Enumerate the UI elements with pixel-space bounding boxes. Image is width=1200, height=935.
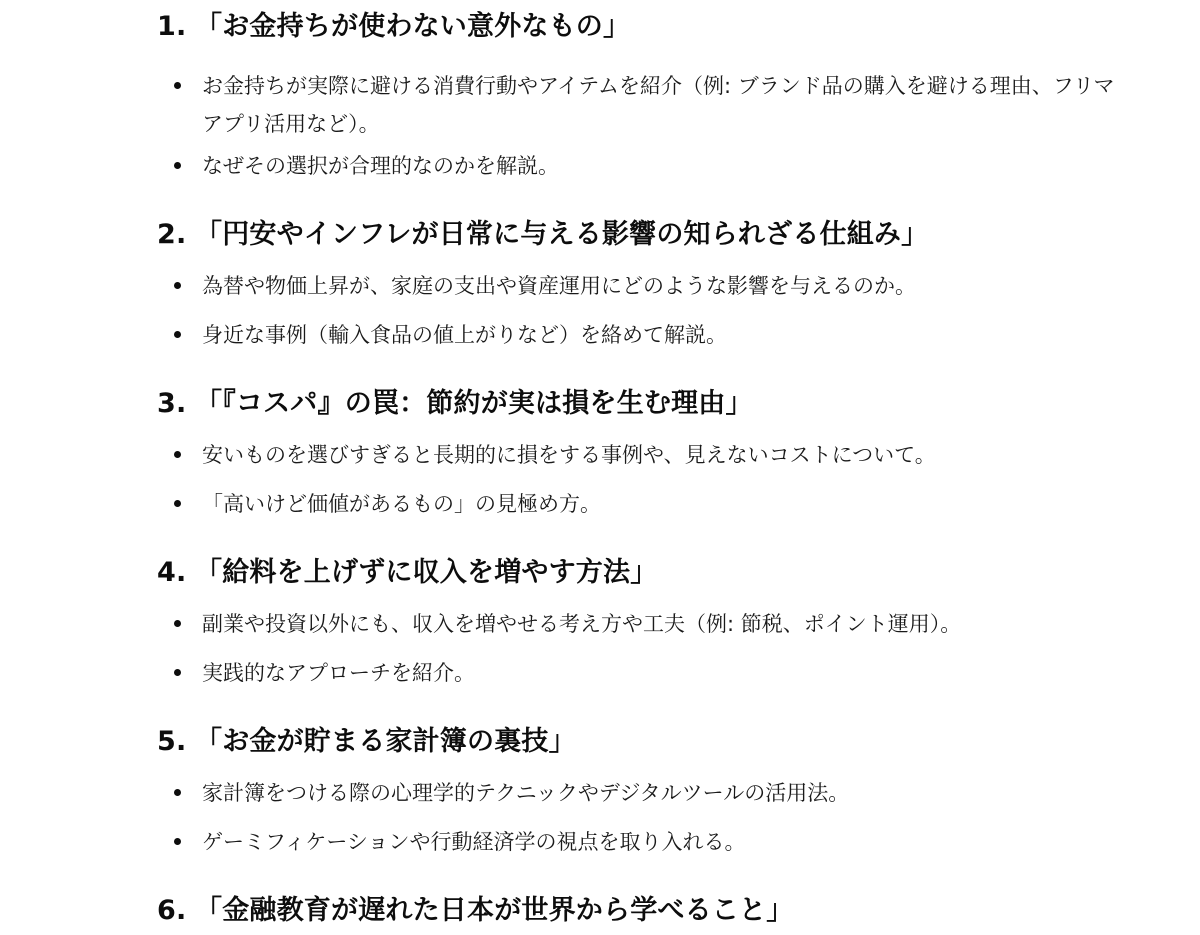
list-item-text: なぜその選択が合理的なのかを解説。 [202,154,559,178]
bullet-dot-icon [174,500,181,507]
bullet-dot-icon [174,620,181,627]
section-title: 「円安やインフレが日常に与える影響の知られざる仕組み」 [195,219,929,250]
section-heading [157,384,753,424]
bullet-dot-icon [174,838,181,845]
section-number: 6. [157,895,187,926]
section-title: 「金融教育が遅れた日本が世界から学べること」 [195,895,794,926]
section-title: 「お金持ちが使わない意外なもの」 [195,11,631,42]
bullet-dot-icon [174,789,181,796]
list-item-text: 「高いけど価値があるもの」の見極め方。 [202,492,601,516]
section-heading [157,7,630,47]
list-item-text: 実践的なアプローチを紹介。 [202,661,475,685]
section-title: 「お金が貯まる家計簿の裏技」 [195,726,576,757]
section-heading [157,215,928,255]
section-number: 4. [157,557,187,588]
list-item-text: お金持ちが実際に避ける消費行動やアイテムを紹介（例: ブランド品の購入を避ける理由、フリマアプリ活用など）。 [202,74,1115,136]
section-heading [157,891,793,931]
section-heading [157,553,657,593]
section-number: 3. [157,388,187,419]
list-item-text: 副業や投資以外にも、収入を増やせる考え方や工夫（例: 節税、ポイント運用）。 [202,612,962,636]
bullet-dot-icon [174,669,181,676]
bullet-dot-icon [174,282,181,289]
bullet-dot-icon [174,331,181,338]
list-item-text: 安いものを選びすぎると長期的に損をする事例や、見えないコストについて。 [202,443,936,467]
list-item-text: ゲーミフィケーションや行動経済学の視点を取り入れる。 [202,830,746,854]
section-number: 5. [157,726,187,757]
list-item-text: 家計簿をつける際の心理学的テクニックやデジタルツールの活用法。 [202,781,850,805]
bullet-dot-icon [174,162,181,169]
list-item-text: 為替や物価上昇が、家庭の支出や資産運用にどのような影響を与えるのか。 [202,274,916,298]
bullet-dot-icon [174,82,181,89]
section-title: 「給料を上げずに収入を増やす方法」 [195,557,658,588]
bullet-dot-icon [174,451,181,458]
section-heading [157,722,576,762]
section-number: 2. [157,219,187,250]
section-title: 「『コスパ』の罠：節約が実は損を生む理由」 [195,388,753,419]
section-number: 1. [157,11,187,42]
list-item-text: 身近な事例（輸入食品の値上がりなど）を絡めて解説。 [202,323,727,347]
